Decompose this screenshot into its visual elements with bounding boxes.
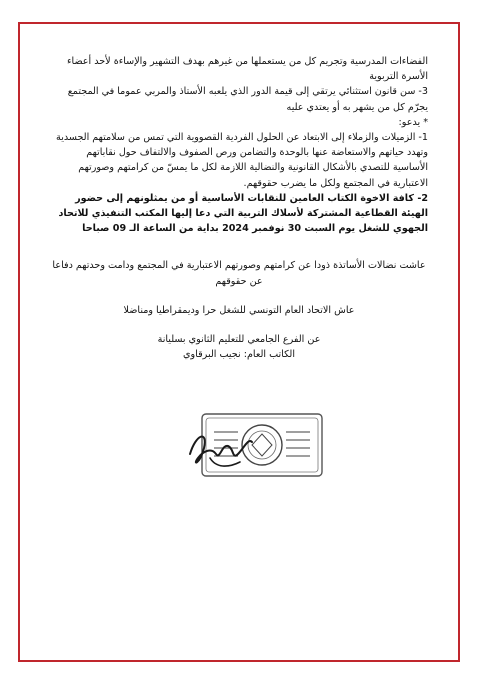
paragraph-bold: 2- كافة الاخوة الكتاب العامين للنقابات الأساسية أو من يمثلونهم إلى حضور الهيئة القطاعية المشتركة لأسلاك التربية التي دعا إليها المكتب التنفيذي للاتحاد الجهوي للشغل يوم السبت 30 نوفمبر 2024 بداية من الساعة الـ 09 صباحا xyxy=(58,192,428,235)
document-page xyxy=(18,22,460,662)
union-slogan: عاش الاتحاد العام التونسي للشغل حرا وديمقراطيا ومناضلا xyxy=(123,304,355,316)
signer-org: عن الفرع الجامعي للتعليم الثانوي بسليانة xyxy=(157,334,321,346)
document-body xyxy=(50,54,428,362)
slogan: عاشت نضالات الأساتذة ذودا عن كرامتهم وصورتهم الاعتبارية في المجتمع ودامت وحدتهم دفاعا عن حقوقهم xyxy=(52,260,426,287)
handwritten-signature-icon xyxy=(182,424,262,474)
paragraph-2: 3- سن قانون استثنائي يرتقي إلى قيمة الدور الذي يلعبه الأستاذ والمربي عموما في المجتمع يجرّم كل من يشهر به أو يعتدي عليه xyxy=(67,86,428,113)
signer-name: الكاتب العام: نجيب البرقاوي xyxy=(183,349,295,361)
paragraph-4: 1- الزميلات والزملاء إلى الابتعاد عن الحلول الفردية القصووية التي تمس من سلامتهم الجسدية وتهدد حياتهم والاستعاضة عنها بالوحدة والتضامن ورص الصفوف والالتفاف حول نقاباتهم الأساسية للتصدي بالأشكال القانونية والنضالية اللازمة لكل ما يمسّ من كرامتهم وصورتهم الاعتبارية في المجتمع ولكل ما يضرب حقوقهم. xyxy=(56,132,428,189)
paragraph-1: الفضاءات المدرسية وتجريم كل من يستعملها من غيرهم بهدف التشهير والإساءة لأحد أعضاء الأسرة التربوية xyxy=(67,56,428,83)
paragraph-3: * يدعو: xyxy=(398,116,428,128)
